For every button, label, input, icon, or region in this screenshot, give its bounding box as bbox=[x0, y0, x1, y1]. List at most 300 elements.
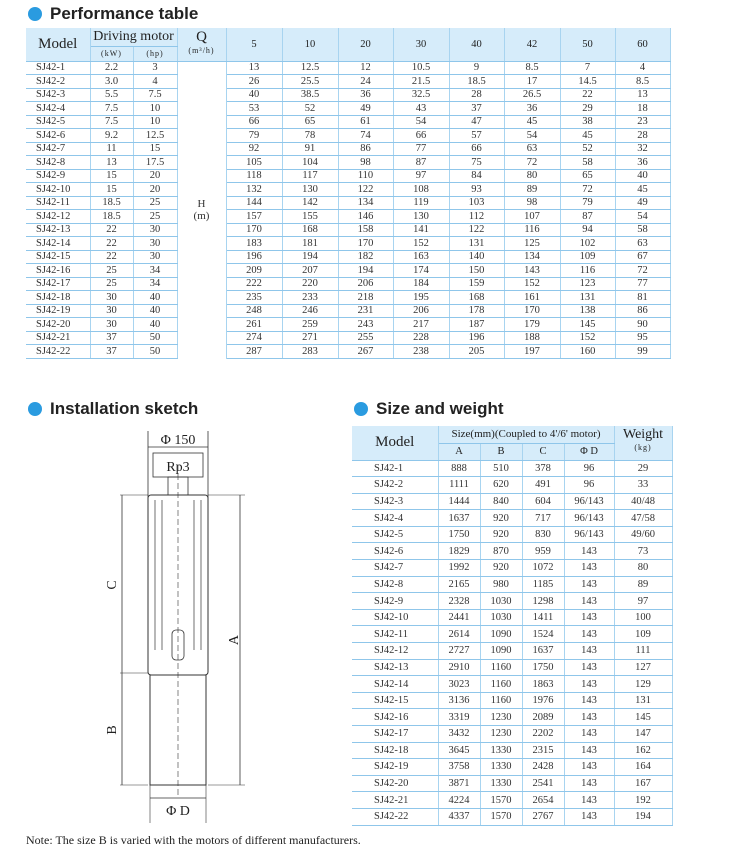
table-cell: 143 bbox=[564, 676, 614, 693]
table-cell: 192 bbox=[614, 792, 672, 809]
table-cell: 25 bbox=[90, 277, 133, 291]
table-cell: 206 bbox=[393, 304, 449, 318]
table-cell: 143 bbox=[564, 775, 614, 792]
table-cell: 1072 bbox=[522, 560, 564, 577]
table-cell: 2614 bbox=[438, 626, 480, 643]
head-label bbox=[177, 61, 226, 358]
table-row bbox=[352, 493, 672, 510]
table-cell: 40 bbox=[226, 88, 282, 102]
table-cell: 97 bbox=[614, 593, 672, 610]
table-cell: 52 bbox=[560, 142, 615, 156]
table-cell: SJ42-19 bbox=[26, 304, 90, 318]
table-cell: 491 bbox=[522, 477, 564, 494]
table-cell: 218 bbox=[338, 291, 393, 305]
table-cell: 109 bbox=[560, 250, 615, 264]
table-row bbox=[26, 331, 670, 345]
table-cell: 11 bbox=[90, 142, 133, 156]
table-cell: 194 bbox=[338, 264, 393, 278]
table-cell: 194 bbox=[282, 250, 338, 264]
table-cell: 183 bbox=[226, 237, 282, 251]
table-cell: 7.5 bbox=[133, 88, 177, 102]
bullet-icon bbox=[28, 7, 42, 21]
table-cell: 80 bbox=[504, 169, 560, 183]
kw-header: (kW) bbox=[90, 46, 133, 61]
table-row bbox=[26, 61, 670, 75]
table-cell: 53 bbox=[226, 102, 282, 116]
table-cell: SJ42-16 bbox=[26, 264, 90, 278]
table-cell: 45 bbox=[504, 115, 560, 129]
table-row bbox=[26, 345, 670, 359]
table-cell: SJ42-6 bbox=[26, 129, 90, 143]
table-cell: 142 bbox=[282, 196, 338, 210]
table-cell: 30 bbox=[90, 291, 133, 305]
bullet-icon bbox=[28, 402, 42, 416]
table-cell: 145 bbox=[614, 709, 672, 726]
table-cell: 96 bbox=[564, 460, 614, 477]
table-cell: 47/58 bbox=[614, 510, 672, 527]
table-cell: 18 bbox=[615, 102, 670, 116]
table-cell: 40/48 bbox=[614, 493, 672, 510]
table-cell: SJ42-9 bbox=[26, 169, 90, 183]
table-cell: 1411 bbox=[522, 609, 564, 626]
table-cell: 18.5 bbox=[90, 196, 133, 210]
table-cell: SJ42-1 bbox=[352, 460, 438, 477]
table-cell: 90 bbox=[615, 318, 670, 332]
table-cell: 12 bbox=[338, 61, 393, 75]
table-cell: 107 bbox=[504, 210, 560, 224]
table-row bbox=[352, 510, 672, 527]
table-cell: 4 bbox=[133, 75, 177, 89]
c-label: C bbox=[105, 580, 120, 590]
table-cell: 8.5 bbox=[504, 61, 560, 75]
table-cell: SJ42-15 bbox=[26, 250, 90, 264]
table-cell: 96 bbox=[564, 477, 614, 494]
table-cell: 1524 bbox=[522, 626, 564, 643]
table-cell: 1030 bbox=[480, 593, 522, 610]
table-cell: 143 bbox=[564, 543, 614, 560]
table-cell: 143 bbox=[564, 643, 614, 660]
table-cell: 2.2 bbox=[90, 61, 133, 75]
table-row bbox=[26, 129, 670, 143]
table-row bbox=[352, 460, 672, 477]
table-cell: 132 bbox=[226, 183, 282, 197]
table-cell: 20 bbox=[133, 169, 177, 183]
table-cell: 1160 bbox=[480, 659, 522, 676]
table-row bbox=[352, 576, 672, 593]
table-cell: 830 bbox=[522, 526, 564, 543]
table-cell: 110 bbox=[338, 169, 393, 183]
table-cell: 49 bbox=[338, 102, 393, 116]
table-cell: 170 bbox=[504, 304, 560, 318]
table-cell: SJ42-2 bbox=[26, 75, 90, 89]
table-cell: 30 bbox=[90, 304, 133, 318]
table-cell: 138 bbox=[560, 304, 615, 318]
table-cell: 147 bbox=[614, 726, 672, 743]
table-cell: 54 bbox=[504, 129, 560, 143]
table-cell: 134 bbox=[338, 196, 393, 210]
table-row bbox=[26, 237, 670, 251]
table-cell: 12.5 bbox=[282, 61, 338, 75]
table-cell: 920 bbox=[480, 510, 522, 527]
note: Note: The size B is varied with the motors of different manufacturers. bbox=[26, 833, 361, 847]
table-cell: 4224 bbox=[438, 792, 480, 809]
table-cell: 143 bbox=[564, 659, 614, 676]
phid-label: Φ D bbox=[166, 804, 190, 819]
table-row bbox=[352, 742, 672, 759]
table-cell: 1185 bbox=[522, 576, 564, 593]
table-cell: 255 bbox=[338, 331, 393, 345]
table-row bbox=[26, 210, 670, 224]
table-cell: 54 bbox=[615, 210, 670, 224]
flow-header: 20 bbox=[338, 28, 393, 61]
table-cell: 28 bbox=[449, 88, 504, 102]
table-cell: 49 bbox=[615, 196, 670, 210]
table-cell: 604 bbox=[522, 493, 564, 510]
table-cell: 146 bbox=[338, 210, 393, 224]
table-cell: 134 bbox=[504, 250, 560, 264]
table-cell: 22 bbox=[560, 88, 615, 102]
table-cell: 98 bbox=[338, 156, 393, 170]
table-row bbox=[26, 318, 670, 332]
table-cell: 123 bbox=[560, 277, 615, 291]
rp3-label: Rp3 bbox=[166, 460, 190, 475]
table-cell: 181 bbox=[282, 237, 338, 251]
table-cell: 10 bbox=[133, 115, 177, 129]
table-cell: SJ42-8 bbox=[352, 576, 438, 593]
table-cell: 37 bbox=[449, 102, 504, 116]
table-cell: 13 bbox=[615, 88, 670, 102]
table-cell: 72 bbox=[504, 156, 560, 170]
table-cell: 57 bbox=[449, 129, 504, 143]
table-cell: 178 bbox=[449, 304, 504, 318]
table-cell: 152 bbox=[560, 331, 615, 345]
table-cell: 33 bbox=[614, 477, 672, 494]
table-cell: 1444 bbox=[438, 493, 480, 510]
table-cell: 188 bbox=[504, 331, 560, 345]
table-cell: 141 bbox=[393, 223, 449, 237]
table-cell: 38 bbox=[560, 115, 615, 129]
table-cell: 1637 bbox=[522, 643, 564, 660]
table-cell: 1750 bbox=[522, 659, 564, 676]
table-cell: 95 bbox=[615, 331, 670, 345]
table-cell: 155 bbox=[282, 210, 338, 224]
table-cell: 89 bbox=[504, 183, 560, 197]
installation-sketch bbox=[80, 425, 280, 825]
table-cell: 4 bbox=[615, 61, 670, 75]
table-cell: SJ42-13 bbox=[26, 223, 90, 237]
table-cell: SJ42-14 bbox=[26, 237, 90, 251]
table-row bbox=[352, 659, 672, 676]
table-cell: 1030 bbox=[480, 609, 522, 626]
table-cell: 157 bbox=[226, 210, 282, 224]
table-cell: 231 bbox=[338, 304, 393, 318]
table-cell: 105 bbox=[226, 156, 282, 170]
table-row bbox=[26, 102, 670, 116]
table-cell: 152 bbox=[393, 237, 449, 251]
table-cell: 7.5 bbox=[90, 115, 133, 129]
table-cell: 77 bbox=[615, 277, 670, 291]
table-cell: 1637 bbox=[438, 510, 480, 527]
table-cell: 2202 bbox=[522, 726, 564, 743]
table-cell: 207 bbox=[282, 264, 338, 278]
h-unit: (m) bbox=[193, 209, 210, 222]
driving-motor-header: Driving motor bbox=[90, 28, 177, 46]
table-cell: 26 bbox=[226, 75, 282, 89]
table-cell: SJ42-17 bbox=[26, 277, 90, 291]
table-cell: 3.0 bbox=[90, 75, 133, 89]
table-cell: 66 bbox=[226, 115, 282, 129]
table-cell: 9.2 bbox=[90, 129, 133, 143]
table-cell: 21.5 bbox=[393, 75, 449, 89]
table-cell: 118 bbox=[226, 169, 282, 183]
model-header: Model bbox=[352, 426, 438, 460]
table-cell: 94 bbox=[560, 223, 615, 237]
weight-unit: (kg) bbox=[614, 443, 672, 460]
table-row bbox=[352, 477, 672, 494]
table-cell: 131 bbox=[614, 692, 672, 709]
table-cell: 1111 bbox=[438, 477, 480, 494]
table-cell: 1330 bbox=[480, 759, 522, 776]
table-cell: 96/143 bbox=[564, 493, 614, 510]
table-cell: 7.5 bbox=[90, 102, 133, 116]
table-cell: 1570 bbox=[480, 808, 522, 825]
table-row bbox=[26, 250, 670, 264]
table-cell: 4337 bbox=[438, 808, 480, 825]
table-cell: 143 bbox=[564, 742, 614, 759]
table-cell: 3758 bbox=[438, 759, 480, 776]
table-cell: 97 bbox=[393, 169, 449, 183]
table-cell: 127 bbox=[614, 659, 672, 676]
table-cell: 143 bbox=[564, 759, 614, 776]
a-header: A bbox=[438, 443, 480, 460]
table-cell: 47 bbox=[449, 115, 504, 129]
table-cell: 65 bbox=[560, 169, 615, 183]
table-cell: 28 bbox=[615, 129, 670, 143]
size-weight-table bbox=[352, 426, 673, 826]
table-cell: SJ42-11 bbox=[26, 196, 90, 210]
table-cell: 25.5 bbox=[282, 75, 338, 89]
table-cell: SJ42-4 bbox=[352, 510, 438, 527]
table-cell: 2089 bbox=[522, 709, 564, 726]
table-cell: 91 bbox=[282, 142, 338, 156]
table-cell: 117 bbox=[282, 169, 338, 183]
table-cell: 122 bbox=[338, 183, 393, 197]
table-cell: 79 bbox=[560, 196, 615, 210]
table-cell: 206 bbox=[338, 277, 393, 291]
table-row bbox=[352, 609, 672, 626]
table-cell: SJ42-21 bbox=[352, 792, 438, 809]
table-cell: 184 bbox=[393, 277, 449, 291]
table-cell: 67 bbox=[615, 250, 670, 264]
table-cell: 162 bbox=[614, 742, 672, 759]
table-row bbox=[26, 115, 670, 129]
table-cell: 8.5 bbox=[615, 75, 670, 89]
table-cell: 99 bbox=[615, 345, 670, 359]
table-row bbox=[26, 264, 670, 278]
table-cell: SJ42-13 bbox=[352, 659, 438, 676]
table-cell: 1570 bbox=[480, 792, 522, 809]
table-cell: 112 bbox=[449, 210, 504, 224]
table-cell: 20 bbox=[133, 183, 177, 197]
table-cell: 72 bbox=[615, 264, 670, 278]
table-cell: 1976 bbox=[522, 692, 564, 709]
table-cell: 261 bbox=[226, 318, 282, 332]
table-cell: SJ42-18 bbox=[26, 291, 90, 305]
table-cell: 36 bbox=[338, 88, 393, 102]
table-cell: SJ42-1 bbox=[26, 61, 90, 75]
flow-header: 40 bbox=[449, 28, 504, 61]
table-cell: 205 bbox=[449, 345, 504, 359]
table-cell: 98 bbox=[504, 196, 560, 210]
table-row bbox=[352, 692, 672, 709]
table-cell: 79 bbox=[226, 129, 282, 143]
table-cell: 104 bbox=[282, 156, 338, 170]
a-label: A bbox=[227, 634, 242, 646]
table-cell: SJ42-20 bbox=[26, 318, 90, 332]
size-header: Size(mm)(Coupled to 4'/6' motor) bbox=[438, 426, 614, 443]
table-row bbox=[352, 775, 672, 792]
table-row bbox=[352, 709, 672, 726]
table-cell: 93 bbox=[449, 183, 504, 197]
table-cell: 129 bbox=[614, 676, 672, 693]
table-cell: 888 bbox=[438, 460, 480, 477]
table-cell: 2165 bbox=[438, 576, 480, 593]
table-cell: 144 bbox=[226, 196, 282, 210]
table-cell: 50 bbox=[133, 331, 177, 345]
table-cell: 3432 bbox=[438, 726, 480, 743]
table-cell: 111 bbox=[614, 643, 672, 660]
table-cell: 152 bbox=[504, 277, 560, 291]
table-cell: SJ42-20 bbox=[352, 775, 438, 792]
table-cell: 58 bbox=[560, 156, 615, 170]
table-cell: 15 bbox=[90, 169, 133, 183]
table-cell: 96/143 bbox=[564, 510, 614, 527]
table-cell: 92 bbox=[226, 142, 282, 156]
table-cell: 122 bbox=[449, 223, 504, 237]
table-cell: 86 bbox=[615, 304, 670, 318]
table-cell: 26.5 bbox=[504, 88, 560, 102]
table-cell: SJ42-9 bbox=[352, 593, 438, 610]
b-header: B bbox=[480, 443, 522, 460]
table-cell: 3319 bbox=[438, 709, 480, 726]
table-cell: 81 bbox=[615, 291, 670, 305]
table-cell: 74 bbox=[338, 129, 393, 143]
c-header: C bbox=[522, 443, 564, 460]
table-cell: SJ42-7 bbox=[352, 560, 438, 577]
table-cell: 2767 bbox=[522, 808, 564, 825]
table-cell: 209 bbox=[226, 264, 282, 278]
table-cell: 66 bbox=[449, 142, 504, 156]
table-cell: SJ42-10 bbox=[26, 183, 90, 197]
table-cell: 50 bbox=[133, 345, 177, 359]
table-cell: 17 bbox=[504, 75, 560, 89]
table-cell: 248 bbox=[226, 304, 282, 318]
table-cell: 34 bbox=[133, 264, 177, 278]
table-cell: 96/143 bbox=[564, 526, 614, 543]
table-cell: 65 bbox=[282, 115, 338, 129]
table-cell: 980 bbox=[480, 576, 522, 593]
table-cell: 246 bbox=[282, 304, 338, 318]
table-cell: 274 bbox=[226, 331, 282, 345]
table-cell: 870 bbox=[480, 543, 522, 560]
table-cell: 167 bbox=[614, 775, 672, 792]
table-cell: 378 bbox=[522, 460, 564, 477]
table-cell: 2428 bbox=[522, 759, 564, 776]
table-cell: 58 bbox=[615, 223, 670, 237]
q-header: Q bbox=[177, 28, 226, 46]
table-cell: SJ42-15 bbox=[352, 692, 438, 709]
table-cell: 620 bbox=[480, 477, 522, 494]
table-cell: 86 bbox=[338, 142, 393, 156]
table-cell: SJ42-14 bbox=[352, 676, 438, 693]
table-cell: 84 bbox=[449, 169, 504, 183]
table-cell: 271 bbox=[282, 331, 338, 345]
table-cell: SJ42-3 bbox=[26, 88, 90, 102]
table-cell: 287 bbox=[226, 345, 282, 359]
table-cell: 243 bbox=[338, 318, 393, 332]
table-cell: 100 bbox=[614, 609, 672, 626]
table-cell: 196 bbox=[449, 331, 504, 345]
table-cell: 222 bbox=[226, 277, 282, 291]
table-cell: 25 bbox=[133, 210, 177, 224]
table-cell: 1298 bbox=[522, 593, 564, 610]
table-cell: 196 bbox=[226, 250, 282, 264]
performance-title: Performance table bbox=[28, 4, 198, 24]
table-cell: 30 bbox=[133, 223, 177, 237]
table-cell: SJ42-10 bbox=[352, 609, 438, 626]
table-cell: 77 bbox=[393, 142, 449, 156]
table-cell: 14.5 bbox=[560, 75, 615, 89]
table-cell: 3645 bbox=[438, 742, 480, 759]
table-cell: 22 bbox=[90, 223, 133, 237]
table-cell: 228 bbox=[393, 331, 449, 345]
table-cell: 2727 bbox=[438, 643, 480, 660]
table-cell: 73 bbox=[614, 543, 672, 560]
table-cell: 125 bbox=[504, 237, 560, 251]
table-row bbox=[26, 75, 670, 89]
table-cell: 143 bbox=[564, 692, 614, 709]
table-cell: 29 bbox=[560, 102, 615, 116]
table-cell: 143 bbox=[564, 808, 614, 825]
table-row bbox=[352, 543, 672, 560]
table-cell: 717 bbox=[522, 510, 564, 527]
table-row bbox=[26, 142, 670, 156]
table-cell: 7 bbox=[560, 61, 615, 75]
table-cell: 131 bbox=[449, 237, 504, 251]
table-cell: 2541 bbox=[522, 775, 564, 792]
table-cell: 220 bbox=[282, 277, 338, 291]
table-cell: SJ42-5 bbox=[26, 115, 90, 129]
table-cell: 34 bbox=[133, 277, 177, 291]
table-cell: 174 bbox=[393, 264, 449, 278]
table-row bbox=[352, 759, 672, 776]
table-cell: 1863 bbox=[522, 676, 564, 693]
table-cell: 510 bbox=[480, 460, 522, 477]
performance-table bbox=[26, 28, 671, 359]
table-cell: SJ42-17 bbox=[352, 726, 438, 743]
table-cell: 158 bbox=[338, 223, 393, 237]
table-cell: SJ42-11 bbox=[352, 626, 438, 643]
table-cell: SJ42-5 bbox=[352, 526, 438, 543]
table-cell: 1750 bbox=[438, 526, 480, 543]
table-cell: SJ42-22 bbox=[26, 345, 90, 359]
table-cell: 72 bbox=[560, 183, 615, 197]
table-cell: 1230 bbox=[480, 709, 522, 726]
table-cell: 36 bbox=[615, 156, 670, 170]
table-cell: 116 bbox=[504, 223, 560, 237]
table-cell: 25 bbox=[90, 264, 133, 278]
table-cell: 36 bbox=[504, 102, 560, 116]
